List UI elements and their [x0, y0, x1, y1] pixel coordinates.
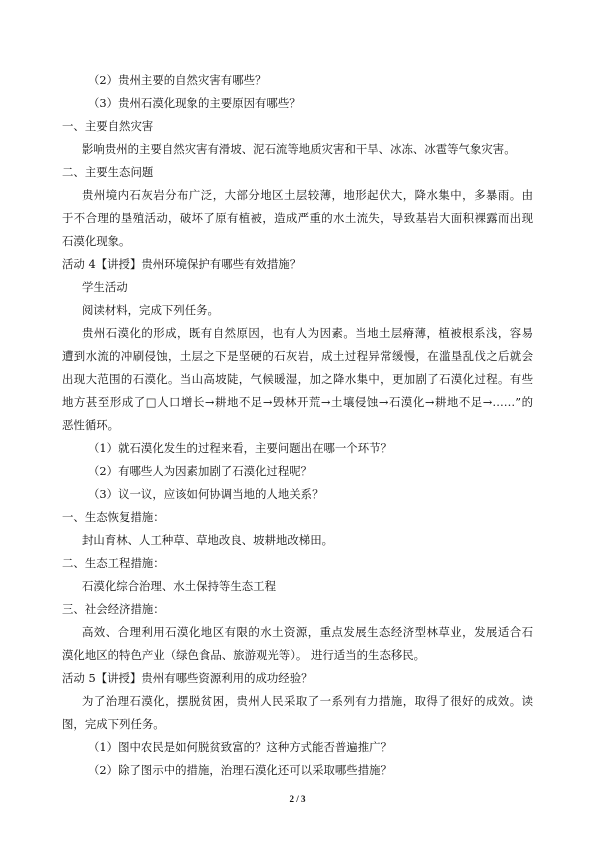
- text-line: 出现大范围的石漠化。当山高坡陡，气候暖湿，加之降水集中，更加剧了石漠化过程。有些: [62, 372, 533, 386]
- text-line: 封山育林、人工种草、草地改良、坡耕地改梯田。: [82, 533, 334, 547]
- text-line: 高效、合理利用石漠化地区有限的水土资源，重点发展生态经济型林草业，发展适合石: [82, 625, 533, 639]
- text-line: （1）就石漠化发生的过程来看，主要问题出在哪一个环节？: [88, 441, 392, 455]
- text-line: （3）贵州石漠化现象的主要原因有哪些？: [88, 96, 301, 110]
- text-line: 二、主要生态问题: [62, 165, 154, 179]
- text-line: 漠化地区的特色产业（绿色食品、旅游观光等）。 进行适当的生态移民。: [62, 648, 426, 662]
- text-line: （2）贵州主要的自然灾害有哪些？: [88, 73, 267, 87]
- text-line: 为了治理石漠化，摆脱贫困，贵州人民采取了一系列有力措施，取得了很好的成效。读: [82, 694, 533, 708]
- text-line: 于不合理的垦殖活动，破坏了原有植被，造成严重的水土流失，导致基岩大面积裸露而出现: [62, 211, 533, 225]
- text-line: 三、社会经济措施：: [62, 602, 165, 616]
- text-line: 贵州石漠化的形成，既有自然原因，也有人为因素。当地土层瘠薄，植被根系浅，容易: [82, 326, 533, 340]
- text-line: 学生活动: [82, 280, 128, 294]
- text-line: 遭到水流的冲刷侵蚀，土层之下是坚硬的石灰岩，成土过程异常缓慢，在滥垦乱伐之后就会: [62, 349, 533, 363]
- text-line: 石漠化综合治理、水土保持等生态工程: [82, 579, 276, 593]
- text-line: 阅读材料，完成下列任务。: [82, 303, 219, 317]
- text-line: 石漠化现象。: [62, 234, 131, 248]
- text-line: （3）议一议，应该如何协调当地的人地关系？: [88, 487, 324, 501]
- text-line: 活动 5【讲授】贵州有哪些资源利用的成功经验？: [62, 671, 313, 685]
- text-line: 地方甚至形成了□人口增长→耕地不足→毁林开荒→土壤侵蚀→石漠化→耕地不足→……”的: [62, 395, 533, 409]
- text-line: 图，完成下列任务。: [62, 717, 165, 731]
- text-line: （2）除了图示中的措施，治理石漠化还可以采取哪些措施？: [88, 763, 392, 777]
- page-number: 2 / 3: [289, 794, 306, 804]
- text-line: 贵州境内石灰岩分布广泛，大部分地区土层较薄，地形起伏大，降水集中，多暴雨。由: [82, 188, 533, 202]
- text-line: 恶性循环。: [62, 418, 120, 432]
- text-line: 影响贵州的主要自然灾害有滑坡、泥石流等地质灾害和干旱、冰冻、冰雹等气象灾害。: [82, 142, 516, 156]
- text-line: 二、生态工程措施：: [62, 556, 165, 570]
- text-line: 一、生态恢复措施：: [62, 510, 165, 524]
- text-line: （1）图中农民是如何脱贫致富的？这种方式能否普遍推广？: [88, 740, 392, 754]
- text-line: 活动 4【讲授】贵州环境保护有哪些有效措施？: [62, 257, 302, 271]
- text-line: （2）有哪些人为因素加剧了石漠化过程呢？: [88, 464, 313, 478]
- text-line: 一、主要自然灾害: [62, 119, 154, 133]
